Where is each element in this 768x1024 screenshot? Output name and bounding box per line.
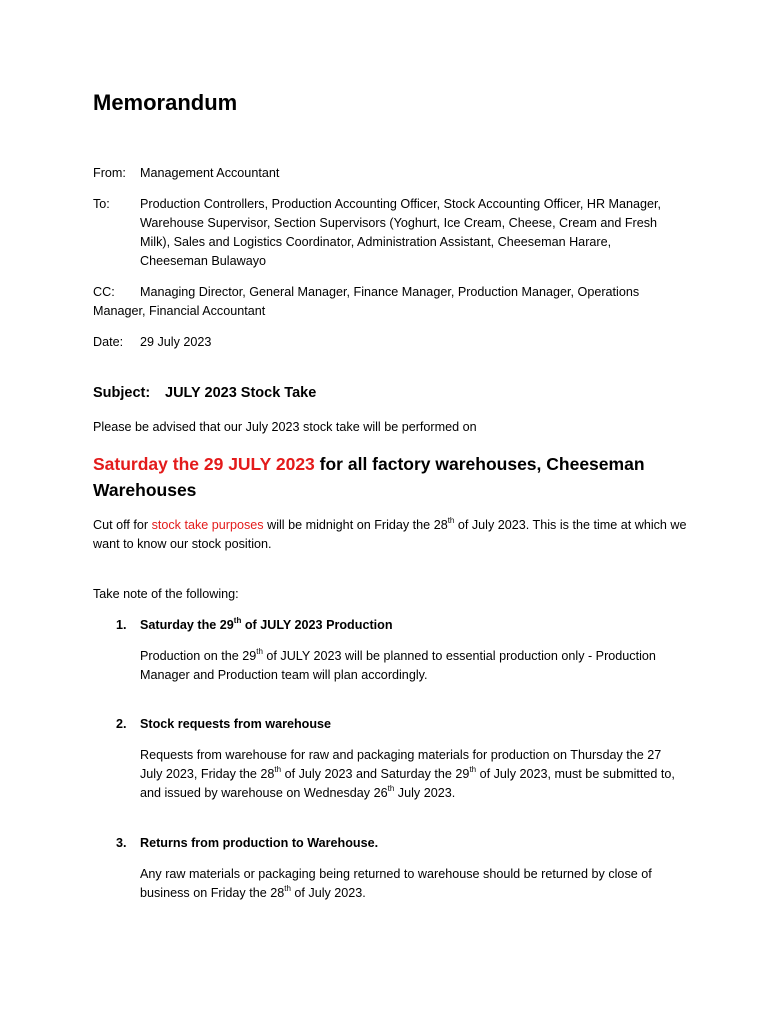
item-3-number: 3. [116,836,127,850]
cutoff-text-1: Cut off for [93,518,152,532]
item-2-sup-2: th [469,764,477,774]
item-2-sup-1: th [274,764,282,774]
item-3-body-a: Any raw materials or packaging being returned to warehouse should be returned by close of business on Friday the 28 [140,867,652,900]
subject-line [93,383,316,403]
from-label: From: [93,166,126,180]
subject-value: JULY 2023 Stock Take [165,385,317,401]
cutoff-text-3: of July 2023. This is the time at which we want to know our stock position. [93,518,687,551]
item-1-heading-a: Saturday the 29 [140,618,234,632]
item-2-body-d: July 2023. [394,786,456,800]
intro-text: Please be advised that our July 2023 stock take will be performed on [93,420,477,434]
from-value: Management Accountant [140,166,280,180]
item-3-body [140,865,685,903]
item-2-body-c: of July 2023, must be submitted to, and issued by warehouse on Wednesday 26 [140,767,675,800]
item-2-sup-3: th [387,783,395,793]
item-1-heading-b: of JULY 2023 Production [241,618,393,632]
to-label: To: [93,197,110,211]
highlight-rest: for all factory warehouses, Cheeseman Warehouses [93,454,645,500]
stock-take-date-heading [93,451,693,503]
take-note-text: Take note of the following: [93,587,239,601]
item-1-heading [140,616,393,635]
subject-label: Subject: [93,385,151,401]
item-2-body [140,746,685,803]
cutoff-text-2: will be midnight on Friday the 28 [263,518,448,532]
date-value: 29 July 2023 [140,335,212,349]
item-2-heading: Stock requests from warehouse [140,717,332,731]
item-2-body-a: Requests from warehouse for raw and packaging materials for production on Thursday the 27 July 2023, Friday the 28 [140,748,662,781]
cc-label: CC: [93,285,115,299]
item-3-heading: Returns from production to Warehouse. [140,836,379,850]
cc-value: Managing Director, General Manager, Finance Manager, Production Manager, Operations Manager, Financial Accountant [93,285,640,318]
item-1-body-b: of JULY 2023 will be planned to essential production only - Production Manager and Production team will plan accordingly. [140,649,656,682]
cutoff-highlight: stock take purposes [151,518,264,532]
item-1-heading-sup: th [233,615,242,625]
cutoff-sup: th [447,515,455,525]
item-1-body [140,647,685,685]
cc-block [93,283,683,321]
cutoff-paragraph [93,516,693,554]
item-1-number: 1. [116,618,127,632]
to-value: Production Controllers, Production Accounting Officer, Stock Accounting Officer, HR Manager, Warehouse Supervisor, Section Supervisors (Yoghurt, Ice Cream, Cheese, Cream and Fresh Milk), Sales and Logistics Coordinator, Administration Assistant, Cheeseman Harare, Cheeseman Bulawayo [140,197,662,268]
date-label: Date: [93,335,124,349]
item-1-body-sup: th [256,646,263,656]
item-3-body-b: of July 2023. [290,886,366,900]
highlight-date: Saturday the 29 JULY 2023 [93,454,315,474]
item-3-sup: th [284,883,291,893]
item-2-body-b: of July 2023 and Saturday the 29 [281,767,470,781]
item-2-number: 2. [116,717,127,731]
item-1-body-a: Production on the 29 [140,649,257,663]
memo-title: Memorandum [93,90,238,115]
